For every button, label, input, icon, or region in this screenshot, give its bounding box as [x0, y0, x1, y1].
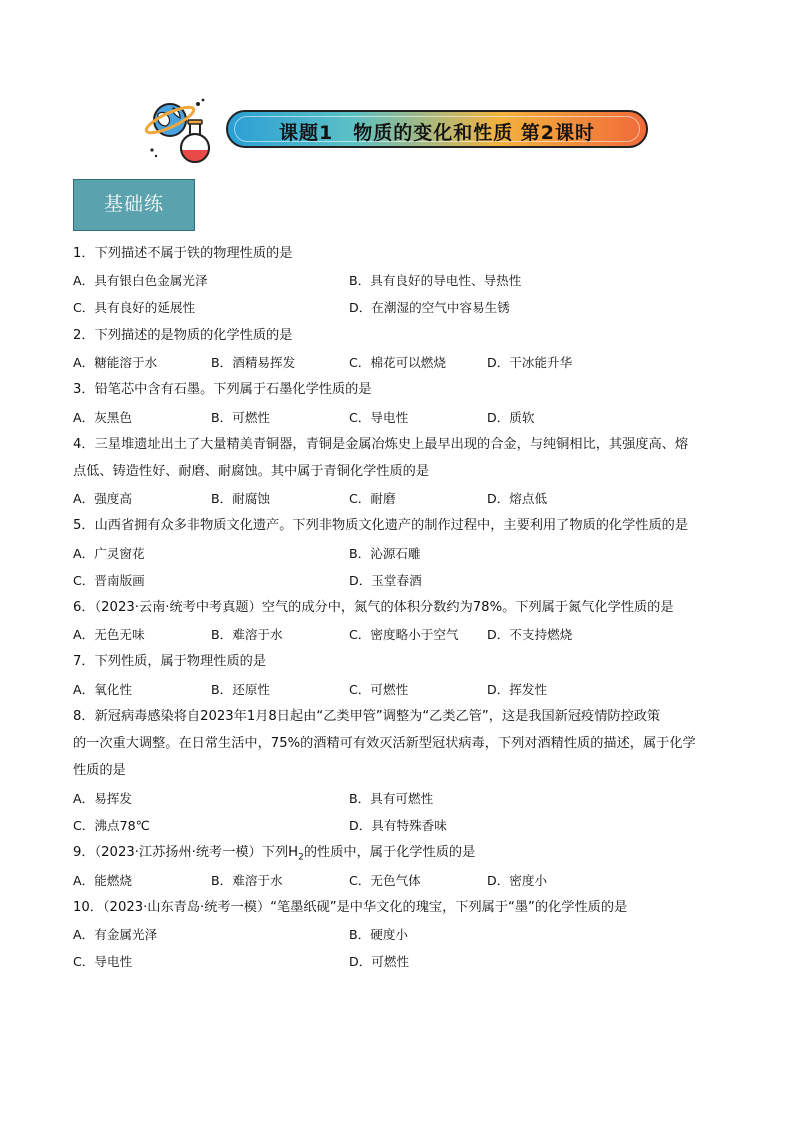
question-10-option-a: A．有金属光泽: [73, 927, 158, 942]
question-3: 3．铅笔芯中含有石墨。下列属于石墨化学性质的是: [73, 382, 372, 397]
question-8-continued-2: 性质的是: [73, 763, 126, 778]
question-9-part-1: 9．（2023·江苏扬州·统考一模）下列H: [73, 845, 299, 860]
question-7-option-c: C．可燃性: [349, 682, 409, 697]
question-5-option-c: C．晋南版画: [73, 573, 145, 588]
question-2-option-a: A．糖能溶于水: [73, 355, 158, 370]
question-9: [73, 845, 475, 866]
question-3-option-d: D．质软: [487, 410, 535, 425]
question-4-option-d: D．熔点低: [487, 491, 548, 506]
science-logo-icon: [140, 92, 220, 168]
question-10: 10．（2023·山东青岛·统考一模）“笔墨纸砚”是中华文化的瑰宝，下列属于“墨”的化学性质的是: [73, 900, 628, 915]
question-4-option-c: C．耐磨: [349, 491, 396, 506]
question-4: 4．三星堆遗址出土了大量精美青铜器，青铜是金属冶炼史上最早出现的合金，与纯铜相比，其强度高、熔: [73, 437, 689, 452]
question-7-option-a: A．氧化性: [73, 682, 132, 697]
question-2: 2．下列描述的是物质的化学性质的是: [73, 328, 293, 343]
section-label-box: [73, 179, 195, 231]
question-8: 8．新冠病毒感染将自2023年1月8日起由“乙类甲管”调整为“乙类乙管”，这是我国新冠疫情防控政策: [73, 709, 661, 724]
question-9-option-c: C．无色气体: [349, 873, 421, 888]
question-4-option-a: A．强度高: [73, 491, 132, 506]
question-4-option-b: B．耐腐蚀: [211, 491, 271, 506]
question-8-option-c: C．沸点78℃: [73, 818, 150, 833]
question-6: 6．（2023·云南·统考中考真题）空气的成分中，氮气的体积分数约为78%。下列属于氮气化学性质的是: [73, 600, 674, 615]
question-1: 1．下列描述不属于铁的物理性质的是: [73, 246, 293, 261]
question-10-option-c: C．导电性: [73, 954, 133, 969]
question-5-option-d: D．玉堂春酒: [349, 573, 422, 588]
question-8-option-d: D．具有特殊香味: [349, 818, 447, 833]
question-8-option-a: A．易挥发: [73, 791, 132, 806]
question-3-option-a: A．灰黑色: [73, 410, 132, 425]
question-6-option-a: A．无色无味: [73, 627, 145, 642]
question-7-option-b: B．还原性: [211, 682, 271, 697]
title-banner: [226, 110, 648, 148]
question-4-continued: 点低、铸造性好、耐磨、耐腐蚀。其中属于青铜化学性质的是: [73, 464, 430, 479]
question-2-option-b: B．酒精易挥发: [211, 355, 296, 370]
question-8-continued: 的一次重大调整。在日常生活中，75%的酒精可有效灭活新型冠状病毒，下列对酒精性质的描述，属于化学: [73, 736, 696, 751]
question-7-option-d: D．挥发性: [487, 682, 548, 697]
question-3-option-c: C．导电性: [349, 410, 409, 425]
subscript-2: 2: [298, 852, 304, 863]
question-8-option-b: B．具有可燃性: [349, 791, 434, 806]
question-5: 5．山西省拥有众多非物质文化遗产。下列非物质文化遗产的制作过程中，主要利用了物质的化学性质的是: [73, 518, 689, 533]
question-1-option-a: A．具有银白色金属光泽: [73, 273, 208, 288]
question-5-option-a: A．广灵窗花: [73, 546, 145, 561]
section-label: 基础练: [103, 193, 164, 215]
page-title: 课题1 物质的变化和性质 第2课时: [278, 122, 596, 144]
question-1-option-c: C．具有良好的延展性: [73, 300, 196, 315]
question-10-option-b: B．硬度小: [349, 927, 409, 942]
question-5-option-b: B．沁源石雕: [349, 546, 421, 561]
question-1-option-d: D．在潮湿的空气中容易生锈: [349, 300, 510, 315]
question-2-option-d: D．干冰能升华: [487, 355, 573, 370]
question-10-option-d: D．可燃性: [349, 954, 410, 969]
question-9-option-d: D．密度小: [487, 873, 548, 888]
question-2-option-c: C．棉花可以燃烧: [349, 355, 446, 370]
question-1-option-b: B．具有良好的导电性、导热性: [349, 273, 522, 288]
question-3-option-b: B．可燃性: [211, 410, 271, 425]
question-7: 7．下列性质，属于物理性质的是: [73, 654, 267, 669]
question-9-option-b: B．难溶于水: [211, 873, 283, 888]
question-6-option-c: C．密度略小于空气: [349, 627, 459, 642]
question-6-option-d: D．不支持燃烧: [487, 627, 573, 642]
question-9-option-a: A．能燃烧: [73, 873, 132, 888]
question-6-option-b: B．难溶于水: [211, 627, 283, 642]
question-9-part-2: 的性质中，属于化学性质的是: [303, 845, 476, 860]
